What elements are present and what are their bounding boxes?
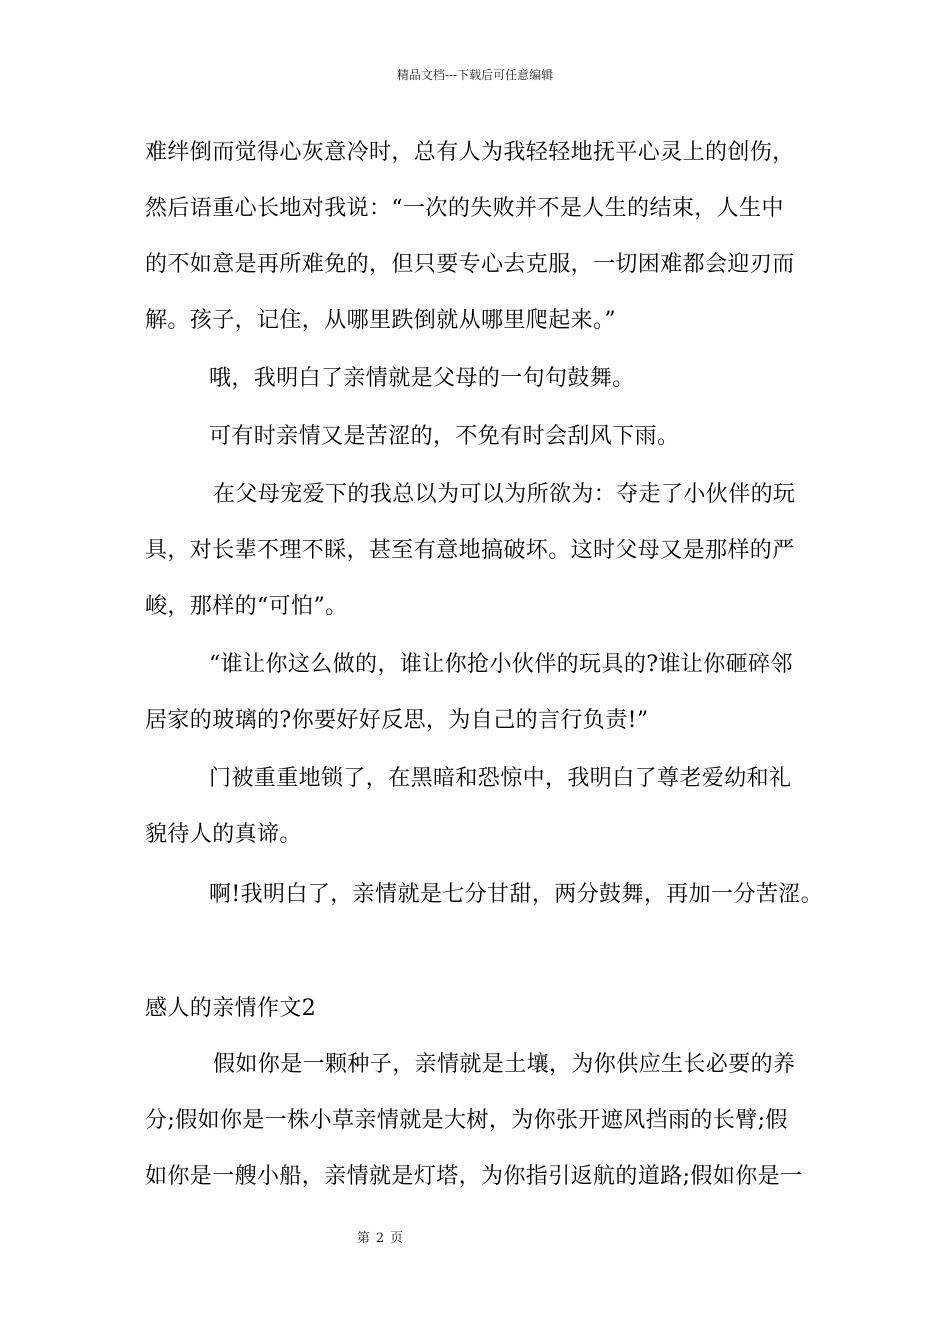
text-line: 可有时亲情又是苦涩的，不免有时会刮风下雨。 xyxy=(209,424,680,449)
page-number: 2 xyxy=(375,1231,385,1246)
text-line: 峻，那样的“可怕”。 xyxy=(145,594,348,619)
page-label-suffix: 页 xyxy=(390,1231,404,1246)
section-heading: 感人的亲情作文2 xyxy=(145,996,317,1021)
text-line: 具，对长辈不理不睬，甚至有意地搞破坏。这时父母又是那样的严 xyxy=(145,538,795,563)
text-line: 啊!我明白了，亲情就是七分甘甜，两分鼓舞，再加一分苦涩。 xyxy=(209,882,824,907)
text-line: 居家的玻璃的?你要好好反思，为自己的言行负责!” xyxy=(145,708,649,733)
text-line: 貌待人的真谛。 xyxy=(145,822,302,847)
text-line: 分;假如你是一株小草亲情就是大树，为你张开遮风挡雨的长臂;假 xyxy=(145,1108,788,1133)
page-footer xyxy=(0,1227,760,1246)
text-line: 如你是一艘小船，亲情就是灯塔，为你指引返航的道路;假如你是一 xyxy=(145,1164,803,1189)
text-line: 解。孩子，记住，从哪里跌倒就从哪里爬起来。” xyxy=(145,308,617,333)
text-line: 在父母宠爱下的我总以为可以为所欲为：夺走了小伙伴的玩 xyxy=(213,482,796,507)
text-line: 的不如意是再所难免的，但只要专心去克服，一切困难都会迎刃而 xyxy=(145,252,795,277)
text-line: 门被重重地锁了，在黑暗和恐惊中，我明白了尊老爱幼和礼 xyxy=(209,766,792,791)
text-line: 然后语重心长地对我说：“一次的失败并不是人生的结束，人生中 xyxy=(145,196,784,221)
page-header: 精品文档---下载后可任意编辑 xyxy=(396,68,554,82)
text-line: 难绊倒而觉得心灰意冷时，总有人为我轻轻地抚平心灵上的创伤， xyxy=(145,140,795,165)
text-line: “谁让你这么做的，谁让你抢小伙伴的玩具的?谁让你砸碎邻 xyxy=(209,652,793,677)
page-label-prefix: 第 xyxy=(356,1231,370,1246)
text-line: 假如你是一颗种子，亲情就是土壤，为你供应生长必要的养 xyxy=(213,1052,796,1077)
text-line: 哦，我明白了亲情就是父母的一句句鼓舞。 xyxy=(209,366,635,391)
